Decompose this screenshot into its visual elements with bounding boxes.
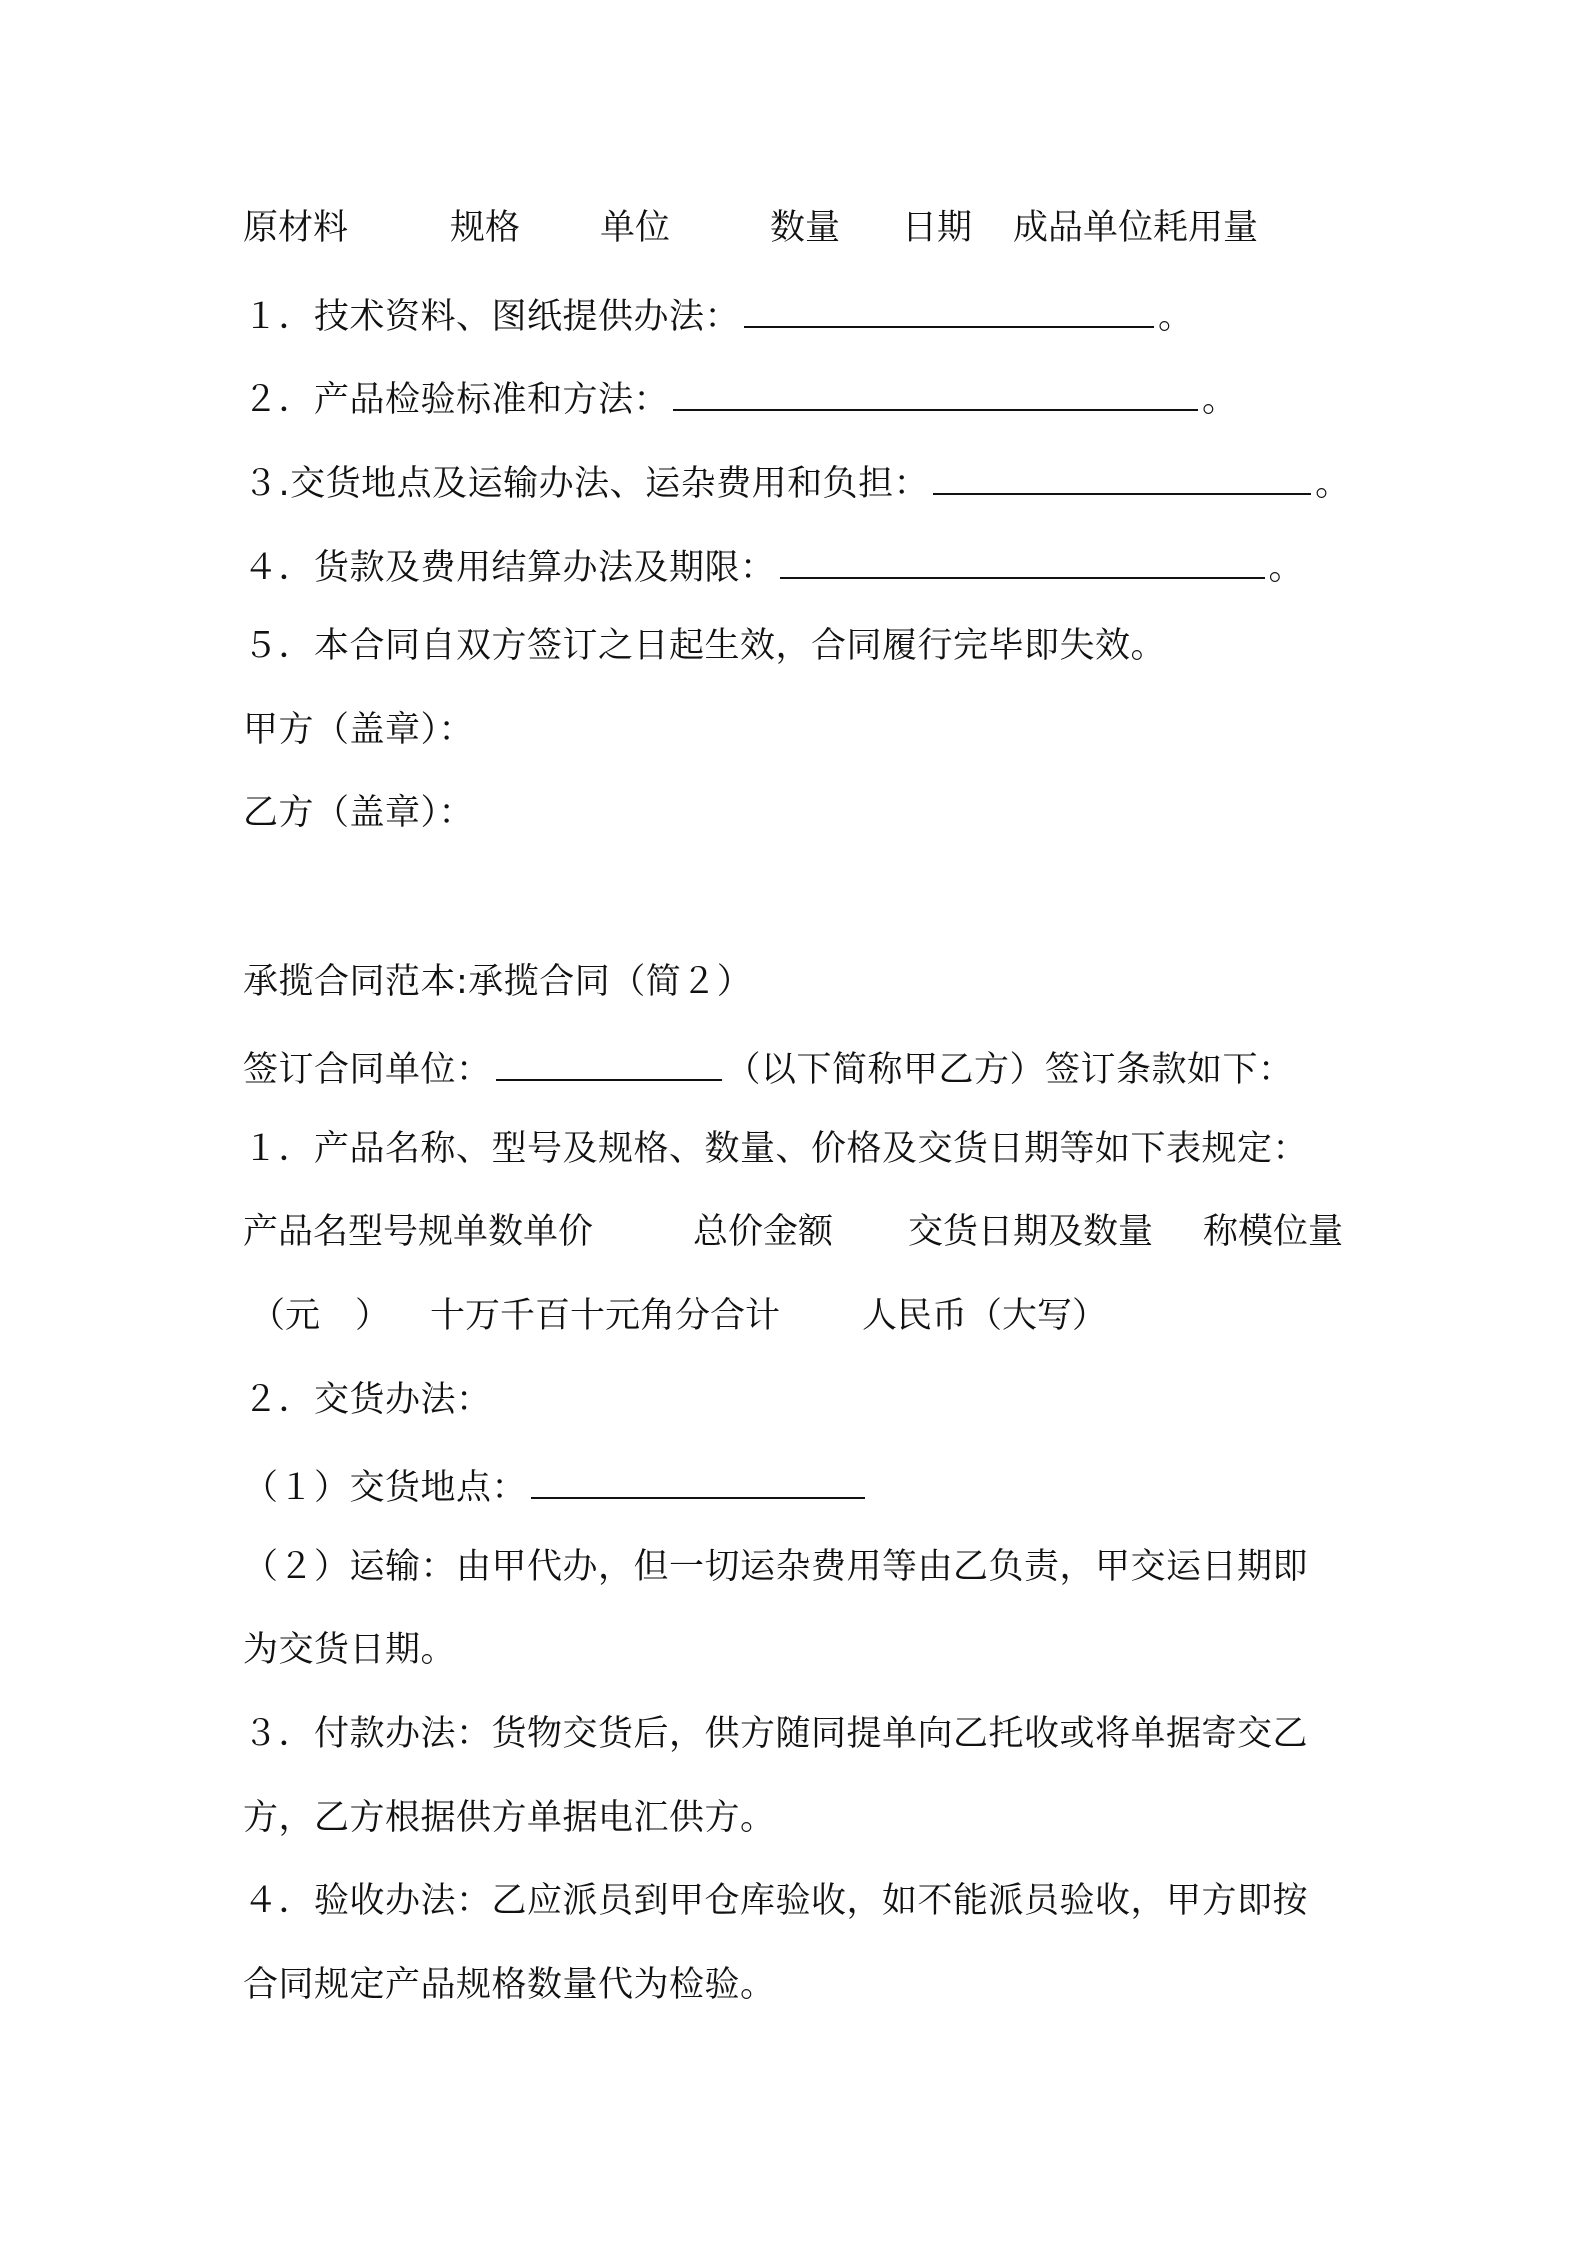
header-date: 日期 [902, 208, 973, 248]
product-table-cell: 交货日期及数量 [908, 1212, 1154, 1252]
header-quantity: 数量 [770, 208, 841, 248]
acceptance-line-2: 合同规定产品规格数量代为检验。 [243, 1965, 776, 2005]
contracting-parties-suffix: （以下简称甲乙方）签订条款如下： [725, 1050, 1294, 1090]
product-table-cell: 产品名型号规单数单价 [243, 1212, 594, 1252]
transport-line-1: （２）运输：由甲代办，但一切运杂费用等由乙负责，甲交运日期即 [243, 1547, 1309, 1587]
product-table-cell: 总价金额 [693, 1212, 834, 1252]
clause-2 [243, 373, 1238, 422]
clause-4-end: 。 [1268, 548, 1305, 588]
clause-3 [243, 457, 1351, 506]
header-unit-consumption: 成品单位耗用量 [1013, 208, 1259, 248]
transport-line-2: 为交货日期。 [243, 1630, 457, 1670]
clause-3-text: ３.交货地点及运输办法、运杂费用和负担： [243, 464, 930, 504]
clause-4 [243, 541, 1304, 590]
delivery-location [243, 1461, 869, 1510]
contracting-parties [243, 1043, 1294, 1092]
clause-1-blank [744, 290, 1154, 328]
clause-4-text: ４．货款及费用结算办法及期限： [243, 548, 776, 588]
section-2-title: 承揽合同范本:承揽合同（简２） [243, 962, 753, 1002]
party-a-seal: 甲方（盖章）： [243, 710, 475, 750]
clause-2-text: ２．产品检验标准和方法： [243, 380, 670, 420]
clause-3-blank [933, 457, 1311, 495]
clause-3-end: 。 [1315, 464, 1351, 504]
product-table-cell: 称模位量 [1203, 1212, 1344, 1252]
clause-1-end: 。 [1158, 297, 1194, 337]
clause-5: ５．本合同自双方签订之日起生效，合同履行完毕即失效。 [243, 626, 1167, 666]
contracting-parties-prefix: 签订合同单位： [243, 1050, 492, 1090]
delivery-location-blank [531, 1461, 865, 1499]
clause-4-blank [780, 541, 1265, 579]
header-spec: 规格 [450, 208, 521, 248]
header-unit: 单位 [600, 208, 671, 248]
contracting-parties-blank [496, 1043, 722, 1081]
clause-1 [243, 290, 1194, 339]
product-table-cell: 十万千百十元角分合计 [430, 1296, 781, 1336]
product-table-cell: （元 ） [250, 1296, 391, 1336]
section-2-item-2: ２．交货办法： [243, 1380, 492, 1420]
clause-2-end: 。 [1202, 380, 1238, 420]
header-raw-material: 原材料 [243, 208, 349, 248]
delivery-location-label: （１）交货地点： [243, 1468, 528, 1508]
section-2-item-1: １．产品名称、型号及规格、数量、价格及交货日期等如下表规定： [243, 1129, 1309, 1169]
product-table-cell: 人民币（大写） [862, 1296, 1108, 1336]
payment-line-2: 方，乙方根据供方单据电汇供方。 [243, 1798, 776, 1838]
party-b-seal: 乙方（盖章）： [243, 793, 475, 833]
payment-line-1: ３．付款办法：货物交货后，供方随同提单向乙托收或将单据寄交乙 [243, 1714, 1309, 1754]
acceptance-line-1: ４．验收办法：乙应派员到甲仓库验收，如不能派员验收，甲方即按 [243, 1881, 1309, 1921]
clause-2-blank [673, 373, 1198, 411]
clause-1-text: １．技术资料、图纸提供办法： [243, 297, 741, 337]
